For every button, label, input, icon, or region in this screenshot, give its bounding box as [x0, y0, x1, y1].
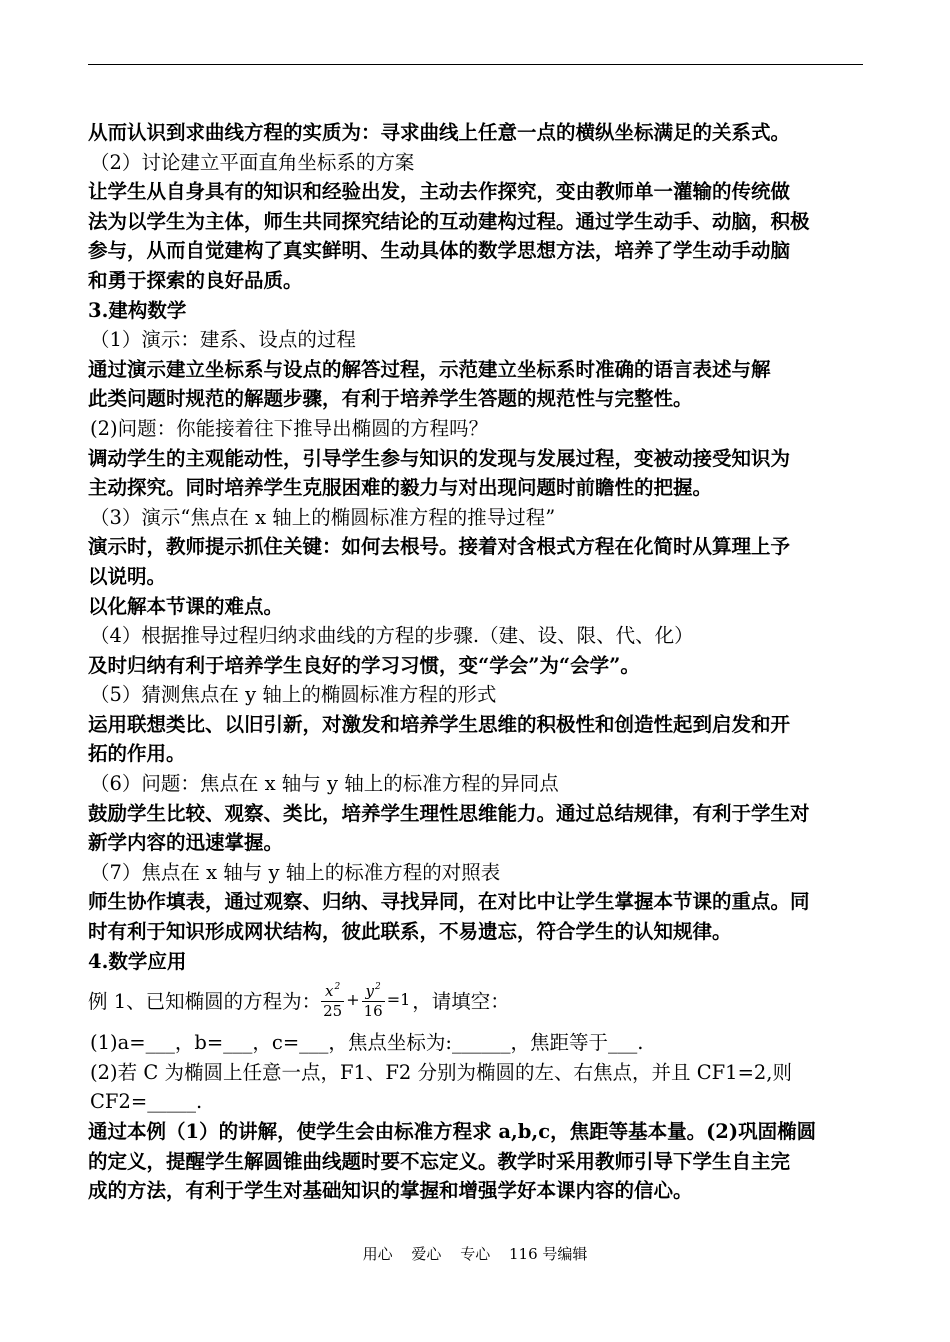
- text-line: （1）演示：建系、设点的过程: [90, 328, 356, 352]
- example-prefix: 例 1、已知椭圆的方程为：: [88, 990, 322, 1014]
- text-line: 参与，从而自觉建构了真实鲜明、生动具体的数学思想方法，培养了学生动手动脑: [88, 239, 791, 263]
- footer-part-4: 116 号编辑: [508, 1245, 588, 1263]
- top-paragraphs: [88, 118, 868, 976]
- text-line: 演示时，教师提示抓住关键：如何去根号。接着对含根式方程在化简时从算理上予: [88, 535, 791, 559]
- text-line: (2)问题：你能接着往下推导出椭圆的方程吗？: [90, 416, 489, 440]
- text-line: 调动学生的主观能动性，引导学生参与知识的发现与发展过程，变被动接受知识为: [88, 446, 791, 470]
- frac2-numerator: y: [365, 982, 375, 1001]
- example-suffix: ，请填空：: [412, 990, 510, 1014]
- text-line: 成的方法，有利于学生对基础知识的掌握和增强学好本课内容的信心。: [88, 1179, 693, 1203]
- fraction-y-over-16: [362, 979, 385, 1020]
- text-line: 鼓励学生比较、观察、类比，培养学生理性思维能力。通过总结规律，有利于学生对: [88, 801, 810, 825]
- page-footer: [0, 1243, 950, 1264]
- text-line: （3）演示“焦点在 x 轴上的椭圆标准方程的推导过程”: [90, 505, 556, 529]
- text-line: 通过本例（1）的讲解，使学生会由标准方程求 a,b,c，焦距等基本量。(2)巩固椭圆: [88, 1120, 817, 1143]
- document-body: [88, 118, 868, 1206]
- text-line: 从而认识到求曲线方程的实质为：寻求曲线上任意一点的横纵坐标满足的关系式。: [88, 121, 791, 144]
- text-line: 此类问题时规范的解题步骤，有利于培养学生答题的规范性与完整性。: [88, 387, 693, 411]
- text-line: 及时归纳有利于培养学生良好的学习习惯，变“学会”为“会学”。: [88, 653, 640, 677]
- frac1-exponent: 2: [334, 982, 341, 993]
- text-line: 时有利于知识形成网状结构，彼此联系，不易遗忘，符合学生的认知规律。: [88, 920, 732, 944]
- plus-sign: +: [346, 989, 360, 1009]
- footer-part-1: 用心: [362, 1245, 393, 1263]
- footer-part-2: 爱心: [411, 1245, 442, 1263]
- frac2-exponent: 2: [375, 982, 381, 993]
- frac1-denominator: 25: [323, 1002, 343, 1021]
- text-line: （5）猜测焦点在 y 轴上的椭圆标准方程的形式: [90, 683, 497, 707]
- text-line: 的定义，提醒学生解圆锥曲线题时要不忘定义。教学时采用教师引导下学生自主完: [88, 1149, 791, 1173]
- footer-part-3: 专心: [460, 1245, 491, 1263]
- text-line: （6）问题：焦点在 x 轴与 y 轴上的标准方程的异同点: [90, 772, 559, 796]
- fraction-x-over-25: [321, 979, 344, 1020]
- text-line: 以化解本节课的难点。: [88, 594, 284, 618]
- text-line: 法为以学生为主体，师生共同探究结论的互动建构过程。通过学生动手、动脑，积极: [88, 209, 810, 233]
- frac2-denominator: 16: [363, 1002, 383, 1021]
- text-line: (1)a=___，b=___，c=___，焦点坐标为:______，焦距等于___.: [90, 1031, 644, 1055]
- text-line: 拓的作用。: [88, 742, 186, 766]
- equals-one: =1: [386, 989, 411, 1009]
- text-line: （7）焦点在 x 轴与 y 轴上的标准方程的对照表: [90, 860, 501, 884]
- text-line: 和勇于探索的良好品质。: [88, 268, 303, 292]
- bottom-paragraphs: [88, 1028, 868, 1206]
- header-rule: [88, 64, 863, 65]
- text-line: （2）讨论建立平面直角坐标系的方案: [90, 150, 415, 174]
- text-line: 主动探究。同时培养学生克服困难的毅力与对出现问题时前瞻性的把握。: [88, 476, 713, 500]
- text-line: 让学生从自身具有的知识和经验出发，主动去作探究，变由教师单一灌输的传统做: [88, 180, 791, 204]
- text-line: 以说明。: [88, 564, 167, 588]
- text-line: 通过演示建立坐标系与设点的解答过程，示范建立坐标系时准确的语言表述与解: [88, 357, 771, 381]
- text-line: （4）根据推导过程归纳求曲线的方程的步骤.（建、设、限、代、化）: [90, 624, 694, 648]
- text-line: 3.建构数学: [88, 298, 187, 322]
- text-line: CF2=_____.: [90, 1090, 203, 1114]
- text-line: 新学内容的迅速掌握。: [88, 831, 284, 855]
- text-line: (2)若 C 为椭圆上任意一点，F1、F2 分别为椭圆的左、右焦点，并且 CF1=2,则: [90, 1060, 793, 1084]
- text-line: 师生协作填表，通过观察、归纳、寻找异同，在对比中让学生掌握本节课的重点。同: [88, 890, 810, 914]
- frac1-numerator: x: [325, 982, 334, 1001]
- example-1-line: [88, 976, 868, 1028]
- text-line: 4.数学应用: [88, 949, 187, 973]
- text-line: 运用联想类比、以旧引新，对激发和培养学生思维的积极性和创造性起到启发和开: [88, 712, 791, 736]
